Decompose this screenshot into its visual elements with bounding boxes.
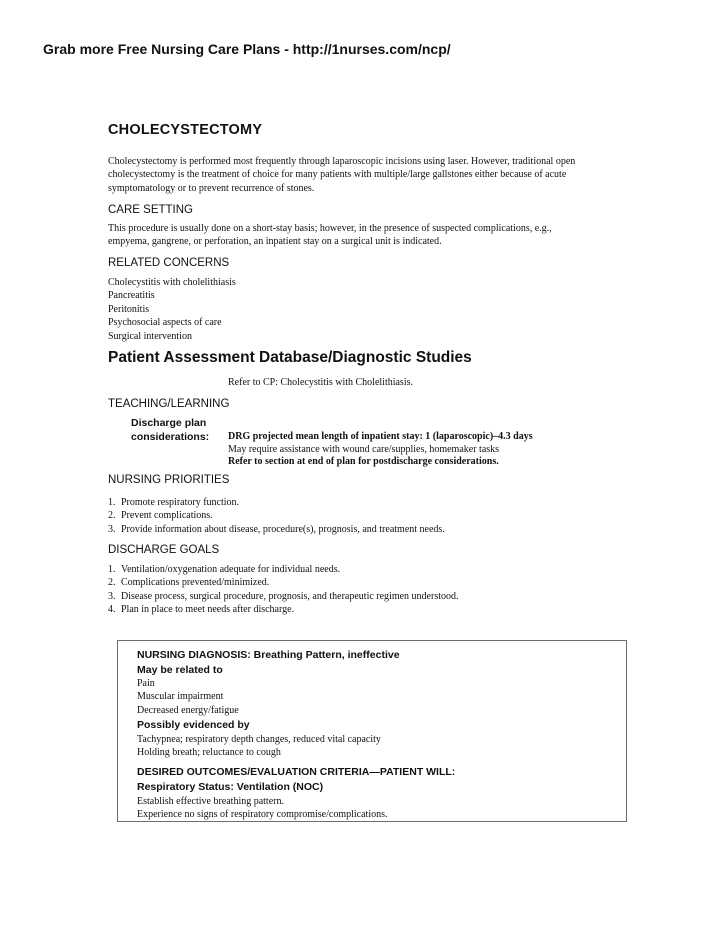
list-item: Tachypnea; respiratory depth changes, reduced vital capacity: [137, 734, 381, 745]
related-concerns-heading: RELATED CONCERNS: [108, 257, 230, 269]
care-setting-paragraph: [108, 222, 628, 249]
list-item: Holding breath; reluctance to cough: [137, 747, 281, 759]
assist-line: May require assistance with wound care/supplies, homemaker tasks: [228, 443, 500, 455]
list-item: Decreased energy/fatigue: [137, 704, 239, 716]
item-number: 3.: [108, 590, 116, 602]
item-text: Ventilation/oxygenation adequate for individual needs.: [121, 564, 341, 575]
item-number: 2.: [108, 510, 116, 522]
list-item: Peritonitis: [108, 303, 150, 315]
list-item: [108, 509, 445, 522]
item-number: 3.: [108, 523, 116, 535]
intro-line: symptomatology or to prevent recurrence of stones.: [108, 182, 315, 194]
nursing-diagnosis-title: NURSING DIAGNOSIS: Breathing Pattern, ineffective: [137, 649, 400, 661]
priorities-heading: NURSING PRIORITIES: [108, 474, 230, 486]
item-text: Provide information about disease, procedure(s), prognosis, and treatment needs.: [121, 523, 445, 535]
evidenced-by-list: [137, 733, 381, 760]
list-item: [108, 523, 445, 536]
teaching-heading: TEACHING/LEARNING: [108, 398, 230, 410]
item-text: Promote respiratory function.: [121, 497, 240, 508]
list-item: Muscular impairment: [137, 691, 224, 703]
noc-heading: Respiratory Status: Ventilation (NOC): [137, 781, 324, 793]
related-concerns-list: [108, 276, 628, 343]
postdischarge-refer: Refer to section at end of plan for postdischarge considerations.: [228, 456, 499, 467]
assessment-refer: Refer to CP: Cholecystitis with Cholelithiasis.: [228, 377, 413, 388]
item-text: Complications prevented/minimized.: [121, 577, 270, 589]
assessment-heading: Patient Assessment Database/Diagnostic Studies: [108, 349, 472, 366]
item-number: 4.: [108, 603, 116, 615]
list-item: Cholecystitis with cholelithiasis: [108, 277, 236, 288]
intro-line: Cholecystectomy is performed most frequently through laparoscopic incisions using laser. However, traditional open: [108, 156, 576, 167]
list-item: Psychosocial aspects of care: [108, 317, 222, 329]
item-number: 2.: [108, 577, 116, 589]
source-banner: Grab more Free Nursing Care Plans - http://1nurses.com/ncp/: [43, 41, 451, 57]
intro-paragraph: [108, 155, 628, 195]
list-item: Pancreatitis: [108, 290, 155, 302]
list-item: Surgical intervention: [108, 330, 192, 342]
care-setting-line: empyema, gangrene, or perforation, an inpatient stay on a surgical unit is indicated.: [108, 236, 442, 248]
priorities-list: [108, 496, 445, 536]
list-item: [108, 576, 459, 589]
list-item: [108, 563, 459, 576]
item-text: Plan in place to meet needs after discharge.: [121, 603, 295, 615]
care-setting-heading: CARE SETTING: [108, 204, 193, 216]
related-to-list: [137, 677, 239, 717]
goals-list: [108, 563, 459, 616]
intro-line: cholecystectomy is the treatment of choice for many patients with multiple/large gallstones either because of acute: [108, 169, 567, 181]
item-number: 1.: [108, 497, 116, 508]
discharge-plan-label: [131, 416, 209, 444]
list-item: Pain: [137, 678, 155, 689]
care-setting-line: This procedure is usually done on a short-stay basis; however, in the presence of suspected complications, e.g.,: [108, 223, 552, 234]
list-item: [108, 590, 459, 603]
item-text: Prevent complications.: [121, 510, 213, 522]
label-line: Discharge plan: [131, 417, 207, 429]
item-text: Disease process, surgical procedure, prognosis, and therapeutic regimen understood.: [121, 590, 459, 602]
related-to-heading: May be related to: [137, 664, 223, 676]
label-line: considerations:: [131, 431, 210, 443]
list-item: Establish effective breathing pattern.: [137, 796, 284, 807]
goals-heading: DISCHARGE GOALS: [108, 544, 220, 556]
noc-list: [137, 795, 388, 822]
page-title: CHOLECYSTECTOMY: [108, 122, 263, 138]
drg-line: DRG projected mean length of inpatient stay: 1 (laparoscopic)–4.3 days: [228, 431, 533, 442]
list-item: [108, 496, 445, 509]
list-item: [108, 603, 459, 616]
discharge-plan-details: [228, 431, 533, 469]
item-number: 1.: [108, 564, 116, 575]
desired-outcomes-heading: DESIRED OUTCOMES/EVALUATION CRITERIA—PATIENT WILL:: [137, 766, 456, 778]
evidenced-by-heading: Possibly evidenced by: [137, 719, 250, 731]
list-item: Experience no signs of respiratory compromise/complications.: [137, 809, 388, 821]
